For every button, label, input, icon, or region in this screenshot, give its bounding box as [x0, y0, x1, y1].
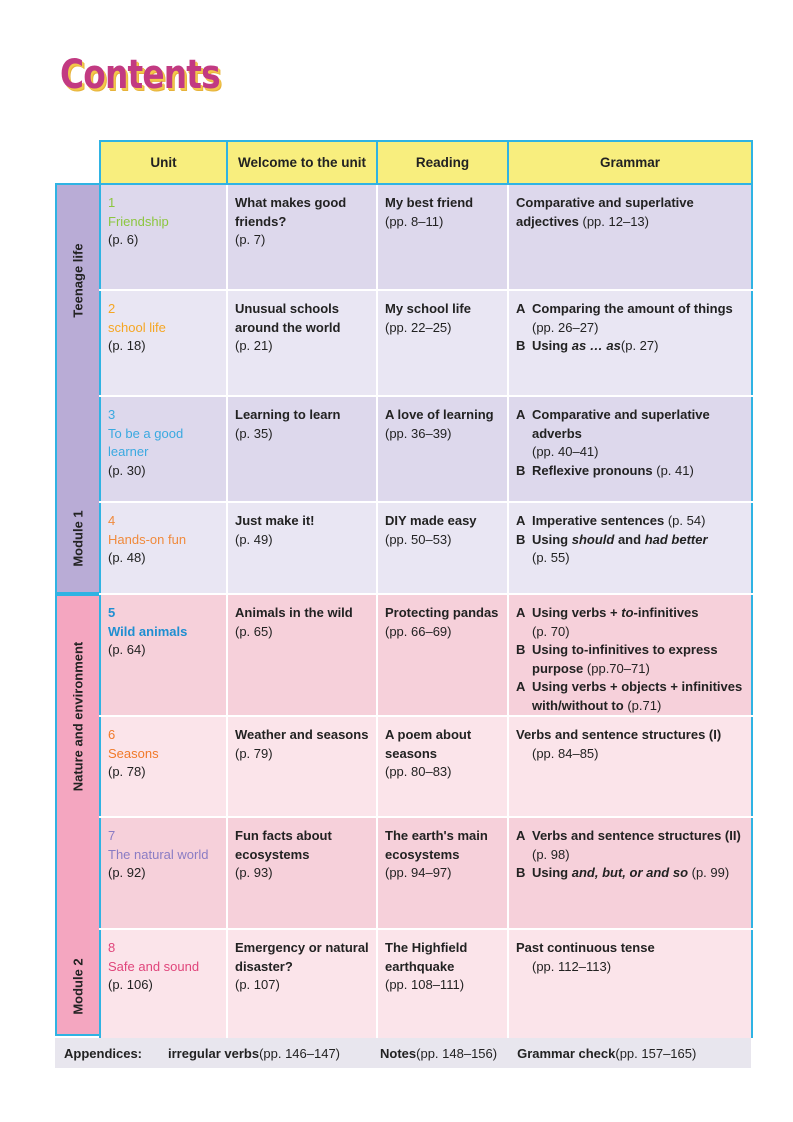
- welcome-page: (p. 93): [235, 865, 273, 880]
- grammar-topic-emphasis: and, but, or and so: [571, 865, 689, 880]
- grammar-letter: A: [516, 679, 526, 694]
- grammar-page: (pp. 40–41): [532, 444, 599, 459]
- irregular-verbs-link[interactable]: irregular verbs: [168, 1045, 260, 1061]
- reading-cell: [377, 184, 508, 290]
- reading-cell: [377, 929, 508, 1039]
- unit-title-link[interactable]: Hands-on fun: [108, 531, 187, 547]
- unit-page: (p. 48): [108, 550, 146, 565]
- grammar-item: [516, 531, 744, 568]
- unit-row-3: [100, 396, 752, 502]
- grammar-topic-suffix: -infinitives: [633, 605, 699, 620]
- module2-sidebar: [55, 594, 99, 1036]
- unit-cell: [100, 396, 227, 502]
- grammar-topic-emphasis: to: [621, 605, 634, 620]
- unit-page: (p. 64): [108, 642, 146, 657]
- unit-number: 1: [108, 195, 116, 210]
- unit-row-5: [100, 594, 752, 716]
- welcome-page: (p. 107): [235, 977, 280, 992]
- reading-cell: [377, 502, 508, 594]
- teenage-life-label: Teenage life: [70, 242, 86, 318]
- header-welcome: Welcome to the unit: [227, 141, 377, 184]
- grammar-page: (p. 70): [532, 623, 570, 639]
- unit-page: (p. 92): [108, 865, 146, 880]
- welcome-cell: [227, 716, 377, 817]
- unit-title-link[interactable]: school life: [108, 319, 166, 335]
- welcome-cell: [227, 817, 377, 929]
- grammar-item: [516, 512, 744, 531]
- grammar-topic-emphasis-2: had better: [644, 531, 708, 547]
- page-title: Contents: [60, 52, 220, 98]
- reading-cell: [377, 594, 508, 716]
- grammar-check-pages: (pp. 157–165): [615, 1045, 697, 1061]
- grammar-page: (p. 99): [688, 865, 730, 880]
- header-grammar: Grammar: [508, 141, 752, 184]
- unit-cell: [100, 817, 227, 929]
- welcome-cell: [227, 502, 377, 594]
- reading-cell: [377, 716, 508, 817]
- unit-page: (p. 6): [108, 232, 139, 247]
- reading-page: (pp. 36–39): [385, 425, 452, 441]
- grammar-letter: A: [516, 513, 526, 528]
- grammar-page: (pp. 84–85): [532, 745, 599, 761]
- unit-cell: [100, 502, 227, 594]
- reading-title-link[interactable]: Protecting pandas: [385, 605, 499, 620]
- grammar-letter: B: [516, 338, 526, 353]
- grammar-letter: A: [516, 407, 526, 422]
- unit-number: 4: [108, 513, 116, 528]
- grammar-page: (p. 27): [620, 338, 659, 353]
- grammar-topic-prefix: Using verbs +: [532, 605, 622, 620]
- grammar-topic-prefix: Using: [532, 531, 572, 547]
- grammar-page: (p. 55): [532, 550, 570, 565]
- grammar-cell: [508, 290, 752, 396]
- welcome-cell: [227, 290, 377, 396]
- unit-title-link[interactable]: Seasons: [108, 745, 159, 761]
- unit-row-6: [100, 716, 752, 817]
- unit-cell: [100, 594, 227, 716]
- table-header-row: [100, 141, 752, 184]
- module1-label: Module 1: [70, 510, 86, 567]
- grammar-item-text: [532, 512, 744, 531]
- grammar-topic-prefix: Using: [532, 338, 572, 353]
- unit-number: 5: [108, 605, 116, 620]
- grammar-topic-link[interactable]: Comparative and superlative adjectives: [516, 195, 694, 229]
- reading-page: (pp. 94–97): [385, 865, 452, 880]
- unit-number: 3: [108, 407, 116, 422]
- unit-number: 7: [108, 828, 116, 843]
- grammar-topic-link[interactable]: [532, 463, 653, 478]
- grammar-topic-link[interactable]: [532, 338, 621, 353]
- grammar-item-text: [532, 531, 744, 568]
- grammar-page: (pp. 26–27): [532, 319, 599, 335]
- grammar-topic-emphasis: as … as: [571, 338, 621, 353]
- grammar-page: (pp.70–71): [583, 660, 650, 676]
- grammar-item: [516, 827, 744, 864]
- grammar-page: (p. 54): [664, 513, 706, 528]
- grammar-letter: A: [516, 301, 526, 316]
- grammar-topic-link[interactable]: Verbs and sentence structures (I): [516, 727, 722, 742]
- grammar-item: [516, 604, 744, 641]
- reading-title-link[interactable]: The earth's main ecosystems: [385, 828, 488, 862]
- welcome-page: (p. 49): [235, 531, 273, 547]
- nature-environment-label: Nature and environment: [70, 641, 86, 791]
- grammar-topic-link[interactable]: [532, 605, 699, 620]
- grammar-item: [516, 678, 744, 715]
- grammar-topic-link[interactable]: [532, 301, 733, 316]
- unit-row-7: [100, 817, 752, 929]
- grammar-item: [516, 641, 744, 678]
- appendices-bar: [55, 1038, 751, 1068]
- grammar-topic-link[interactable]: Past continuous tense: [516, 940, 655, 955]
- welcome-title-link[interactable]: Animals in the wild: [235, 605, 353, 620]
- header-reading: Reading: [377, 141, 508, 184]
- grammar-cell: [508, 817, 752, 929]
- unit-cell: [100, 716, 227, 817]
- grammar-topic-text: Using to-infinitives to express purpose: [532, 642, 718, 676]
- grammar-item: [516, 337, 744, 356]
- module2-label: Module 2: [70, 957, 86, 1015]
- reading-page: (pp. 66–69): [385, 623, 452, 639]
- reading-page: (pp. 8–11): [385, 213, 444, 229]
- grammar-check-link[interactable]: Grammar check: [517, 1045, 616, 1061]
- welcome-title-link[interactable]: Emergency or natural disaster?: [235, 940, 369, 974]
- unit-title-link[interactable]: Wild animals: [108, 623, 188, 639]
- grammar-letter: A: [516, 605, 526, 620]
- grammar-item-text: [532, 678, 744, 715]
- grammar-item: [516, 300, 744, 337]
- welcome-cell: [227, 396, 377, 502]
- unit-row-8: [100, 929, 752, 1039]
- grammar-cell: [508, 396, 752, 502]
- welcome-title-link[interactable]: Unusual schools around the world: [235, 301, 341, 335]
- reading-page: (pp. 50–53): [385, 531, 452, 547]
- grammar-page: (pp. 112–113): [532, 958, 612, 974]
- welcome-page: (p. 21): [235, 338, 273, 353]
- welcome-cell: [227, 594, 377, 716]
- grammar-letter: B: [516, 462, 526, 478]
- grammar-topic-text: Comparing the amount of things: [532, 301, 733, 316]
- unit-page: (p. 30): [108, 462, 146, 478]
- unit-cell: [100, 184, 227, 290]
- irregular-verbs-pages: (pp. 146–147): [259, 1045, 341, 1061]
- unit-row-4: [100, 502, 752, 594]
- unit-row-2: [100, 290, 752, 396]
- welcome-title-link[interactable]: What makes good friends?: [235, 195, 347, 229]
- grammar-topic-middle: and: [614, 531, 645, 547]
- grammar-topic-link[interactable]: [532, 407, 710, 441]
- reading-title-link[interactable]: A poem about seasons: [385, 727, 472, 761]
- grammar-cell: [508, 929, 752, 1039]
- grammar-topic-link[interactable]: [532, 828, 741, 843]
- grammar-letter: B: [516, 865, 526, 880]
- grammar-item-text: [532, 641, 744, 678]
- welcome-page: (p. 35): [235, 425, 273, 441]
- grammar-topic-prefix: Using: [532, 865, 572, 880]
- reading-page: (pp. 22–25): [385, 319, 452, 335]
- welcome-cell: [227, 929, 377, 1039]
- grammar-topic-link[interactable]: [532, 532, 708, 547]
- welcome-page: (p. 65): [235, 623, 273, 639]
- grammar-item-text: [532, 406, 744, 462]
- grammar-cell: [508, 184, 752, 290]
- reading-page: (pp. 108–111): [385, 977, 465, 992]
- grammar-page: (p. 98): [532, 846, 570, 862]
- grammar-letter: B: [516, 531, 526, 547]
- module1-sidebar: [55, 183, 99, 594]
- notes-link[interactable]: Notes: [380, 1045, 417, 1061]
- grammar-topic-text: Reflexive pronouns: [532, 462, 653, 478]
- grammar-item-text: [532, 462, 744, 481]
- reading-cell: [377, 290, 508, 396]
- grammar-topic-emphasis: should: [571, 531, 615, 547]
- grammar-cell: [508, 502, 752, 594]
- grammar-letter: A: [516, 828, 526, 843]
- unit-number: 2: [108, 301, 116, 316]
- unit-page: (p. 78): [108, 764, 146, 779]
- grammar-cell: [508, 594, 752, 716]
- unit-number: 8: [108, 940, 116, 955]
- grammar-item: [516, 864, 744, 883]
- reading-cell: [377, 817, 508, 929]
- reading-title-link[interactable]: My best friend: [385, 195, 474, 210]
- grammar-topic-text: Imperative sentences: [532, 513, 665, 528]
- welcome-cell: [227, 184, 377, 290]
- welcome-page: (p. 7): [235, 232, 266, 247]
- contents-table: [99, 140, 753, 1040]
- grammar-topic-text: Using verbs + objects + infinitives with/without to: [532, 679, 743, 713]
- welcome-title-link[interactable]: Fun facts about ecosystems: [235, 828, 332, 862]
- grammar-topic-text: Comparative and superlative adverbs: [532, 407, 710, 441]
- grammar-item-text: [532, 827, 744, 864]
- unit-page: (p. 106): [108, 977, 153, 992]
- unit-title-link[interactable]: The natural world: [108, 846, 209, 862]
- reading-title-link[interactable]: My school life: [385, 301, 471, 316]
- welcome-page: (p. 79): [235, 745, 273, 761]
- unit-title-link[interactable]: Safe and sound: [108, 958, 200, 974]
- grammar-page: (pp. 12–13): [578, 213, 649, 229]
- grammar-topic-text: Verbs and sentence structures (II): [532, 828, 741, 843]
- grammar-cell: [508, 716, 752, 817]
- grammar-topic-link[interactable]: [532, 865, 688, 880]
- grammar-page: (p. 41): [652, 462, 694, 478]
- grammar-topic-link[interactable]: [532, 513, 664, 528]
- grammar-item: [516, 406, 744, 462]
- welcome-title-link[interactable]: Weather and seasons: [235, 727, 369, 742]
- grammar-item-text: [532, 337, 744, 356]
- unit-cell: [100, 929, 227, 1039]
- grammar-item-text: [532, 864, 744, 883]
- grammar-letter: B: [516, 642, 526, 657]
- unit-cell: [100, 290, 227, 396]
- reading-page: (pp. 80–83): [385, 764, 452, 779]
- unit-page: (p. 18): [108, 338, 146, 353]
- unit-title-link[interactable]: To be a good learner: [108, 425, 184, 459]
- reading-title-link[interactable]: A love of learning: [385, 407, 494, 422]
- grammar-item-text: [532, 604, 744, 641]
- appendices-label: Appendices:: [64, 1045, 143, 1061]
- reading-cell: [377, 396, 508, 502]
- reading-title-link[interactable]: The Highfield earthquake: [385, 940, 468, 974]
- grammar-item-text: [532, 300, 744, 337]
- grammar-item: [516, 462, 744, 481]
- grammar-page: (p.71): [623, 697, 662, 713]
- unit-title-link[interactable]: Friendship: [108, 213, 169, 229]
- unit-row-1: [100, 184, 752, 290]
- welcome-title-link[interactable]: Learning to learn: [235, 407, 341, 422]
- welcome-title-link[interactable]: Just make it!: [235, 513, 315, 528]
- header-unit: Unit: [100, 141, 227, 184]
- unit-number: 6: [108, 727, 116, 742]
- notes-pages: (pp. 148–156): [416, 1045, 498, 1061]
- reading-title-link[interactable]: DIY made easy: [385, 513, 477, 528]
